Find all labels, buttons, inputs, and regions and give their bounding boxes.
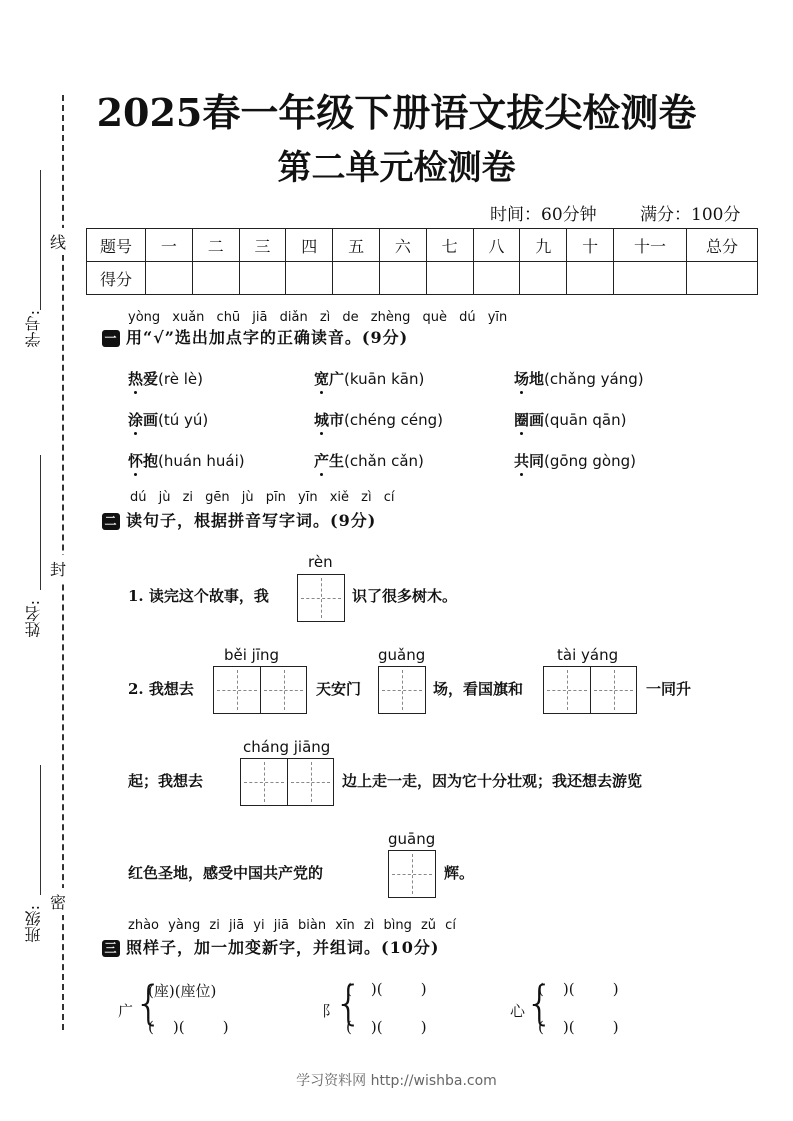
writing-box[interactable]: [297, 574, 345, 622]
reading-options[interactable]: (rè lè): [158, 370, 203, 388]
score-input-cell[interactable]: [286, 262, 333, 295]
answer-blank[interactable]: ( )( ): [538, 980, 619, 998]
reading-item: 城市(chéng céng): [314, 411, 444, 429]
writing-box[interactable]: [240, 758, 334, 806]
reading-options[interactable]: (kuān kān): [344, 370, 425, 388]
score-input-cell[interactable]: [567, 262, 614, 295]
writing-box[interactable]: [543, 666, 637, 714]
reading-item: 圈画(quān qān): [514, 411, 627, 429]
score-header-cell: 三: [239, 229, 286, 262]
score-header-cell: 六: [379, 229, 426, 262]
brace: {: [334, 976, 364, 1030]
page-title: 2025春一年级下册语文拔尖检测卷: [96, 90, 697, 135]
reading-item: 怀抱(huán huái): [128, 452, 245, 470]
brace: {: [525, 976, 555, 1030]
reading-options[interactable]: (chǎn cǎn): [344, 452, 424, 470]
writing-box[interactable]: [378, 666, 426, 714]
class-line[interactable]: [40, 765, 41, 895]
reading-item: 热爱(rè lè): [128, 370, 203, 388]
reading-options[interactable]: (quān qān): [544, 411, 627, 429]
writing-box[interactable]: [388, 850, 436, 898]
reading-item: 涂画(tú yú): [128, 411, 209, 429]
answer-blank[interactable]: ( )( ): [148, 1018, 229, 1036]
score-row-label: 得分: [87, 262, 146, 295]
section2-pinyin: dú jù zi gēn jù pīn yīn xiě zì cí: [130, 490, 395, 505]
score-table: [86, 228, 758, 295]
reading-options[interactable]: (chǎng yáng): [544, 370, 644, 388]
pinyin-guang: guǎng: [378, 646, 426, 664]
score-header-cell: 十一: [614, 229, 687, 262]
score-header-cell: 二: [192, 229, 239, 262]
exam-time: 时间：60分钟: [490, 205, 597, 225]
score-input-cell[interactable]: [192, 262, 239, 295]
score-header-cell: 十: [567, 229, 614, 262]
reading-item: 宽广(kuān kān): [314, 370, 425, 388]
section2-title: 读句子，根据拼音写字词。(9分): [126, 511, 377, 530]
section1-pinyin: yòng xuǎn chū jiā diǎn zì de zhèng què dú yīn: [128, 310, 508, 325]
score-input-cell[interactable]: [520, 262, 567, 295]
section3-title: 照样子，加一加变新字，并组词。(10分): [126, 938, 440, 957]
section3-pinyin: zhào yàng zi jiā yi jiā biàn xīn zì bìng zǔ cí: [128, 918, 456, 933]
score-input-cell[interactable]: [379, 262, 426, 295]
binding-xian: 线: [50, 228, 66, 255]
sentence4-end: 辉。: [444, 864, 475, 882]
radical-xin: 心: [510, 1002, 526, 1020]
score-header-cell: 七: [426, 229, 473, 262]
footer-watermark: 学习资料网 http://wishba.com: [296, 1073, 497, 1089]
full-score: 满分：100分: [640, 205, 741, 225]
brace: {: [134, 976, 164, 1030]
section1-title: 用“√”选出加点字的正确读音。(9分): [126, 328, 409, 347]
pinyin-ren: rèn: [308, 553, 333, 571]
pinyin-changjiang: cháng jiāng: [243, 738, 331, 756]
student-id-label: 学号:: [24, 310, 43, 348]
pinyin-taiyang: tài yáng: [557, 646, 619, 664]
score-input-cell[interactable]: [426, 262, 473, 295]
score-header-cell: 八: [473, 229, 520, 262]
sentence2-part-d: 一同升: [646, 680, 692, 698]
reading-item: 场地(chǎng yáng): [514, 370, 644, 388]
reading-item: 产生(chǎn cǎn): [314, 452, 424, 470]
reading-options[interactable]: (tú yú): [158, 411, 209, 429]
reading-options[interactable]: (chéng céng): [344, 411, 444, 429]
score-input-cell[interactable]: [239, 262, 286, 295]
pinyin-guang2: guāng: [388, 830, 436, 848]
reading-item: 共同(gōng gòng): [514, 452, 636, 470]
score-header-cell: 九: [520, 229, 567, 262]
section1-heading: [102, 325, 408, 348]
writing-box[interactable]: [213, 666, 307, 714]
binding-feng: 封: [50, 555, 66, 582]
score-header-cell: 五: [333, 229, 380, 262]
section3-number: 三: [102, 940, 120, 957]
pinyin-beijing: běi jīng: [224, 646, 280, 664]
score-input-cell[interactable]: [614, 262, 687, 295]
answer-blank[interactable]: ( )( ): [538, 1018, 619, 1036]
sentence4: 红色圣地，感受中国共产党的: [128, 864, 324, 882]
score-input-cell[interactable]: [473, 262, 520, 295]
name-label: 姓名:: [24, 600, 43, 638]
score-input-cell[interactable]: [333, 262, 380, 295]
answer-blank[interactable]: ( )( ): [346, 1018, 427, 1036]
answer-blank[interactable]: ( )( ): [346, 980, 427, 998]
radical-fu: 阝: [322, 1002, 338, 1020]
class-label: 班级:: [24, 905, 43, 943]
page-subtitle: 第二单元检测卷: [277, 148, 516, 188]
sentence1: 1. 读完这个故事，我: [128, 587, 269, 605]
binding-mi: 密: [50, 888, 66, 915]
score-header-cell: 四: [286, 229, 333, 262]
section3-heading: [102, 935, 439, 958]
section2-heading: [102, 508, 376, 531]
sentence2-part-c: 场，看国旗和: [433, 680, 524, 698]
name-line[interactable]: [40, 455, 41, 590]
score-input-cell[interactable]: [146, 262, 193, 295]
score-header-cell: 总分: [687, 229, 758, 262]
section2-number: 二: [102, 513, 120, 530]
sentence2-part-b: 天安门: [316, 680, 362, 698]
radical-guang: 广: [118, 1002, 134, 1020]
score-header-cell: 题号: [87, 229, 146, 262]
score-input-cell[interactable]: [687, 262, 758, 295]
student-id-line[interactable]: [40, 170, 41, 310]
sentence3: 起；我想去: [128, 772, 204, 790]
score-header-cell: 一: [146, 229, 193, 262]
sentence3-end: 边上走一走，因为它十分壮观；我还想去游览: [342, 772, 643, 790]
example-answer: (座)(座位): [148, 982, 217, 1000]
sentence1-end: 识了很多树木。: [352, 587, 458, 605]
reading-options[interactable]: (gōng gòng): [544, 452, 636, 470]
score-table-header-row: [87, 229, 758, 262]
sentence2: 2. 我想去: [128, 680, 194, 698]
score-table-score-row: [87, 262, 758, 295]
section1-number: 一: [102, 330, 120, 347]
reading-options[interactable]: (huán huái): [158, 452, 245, 470]
